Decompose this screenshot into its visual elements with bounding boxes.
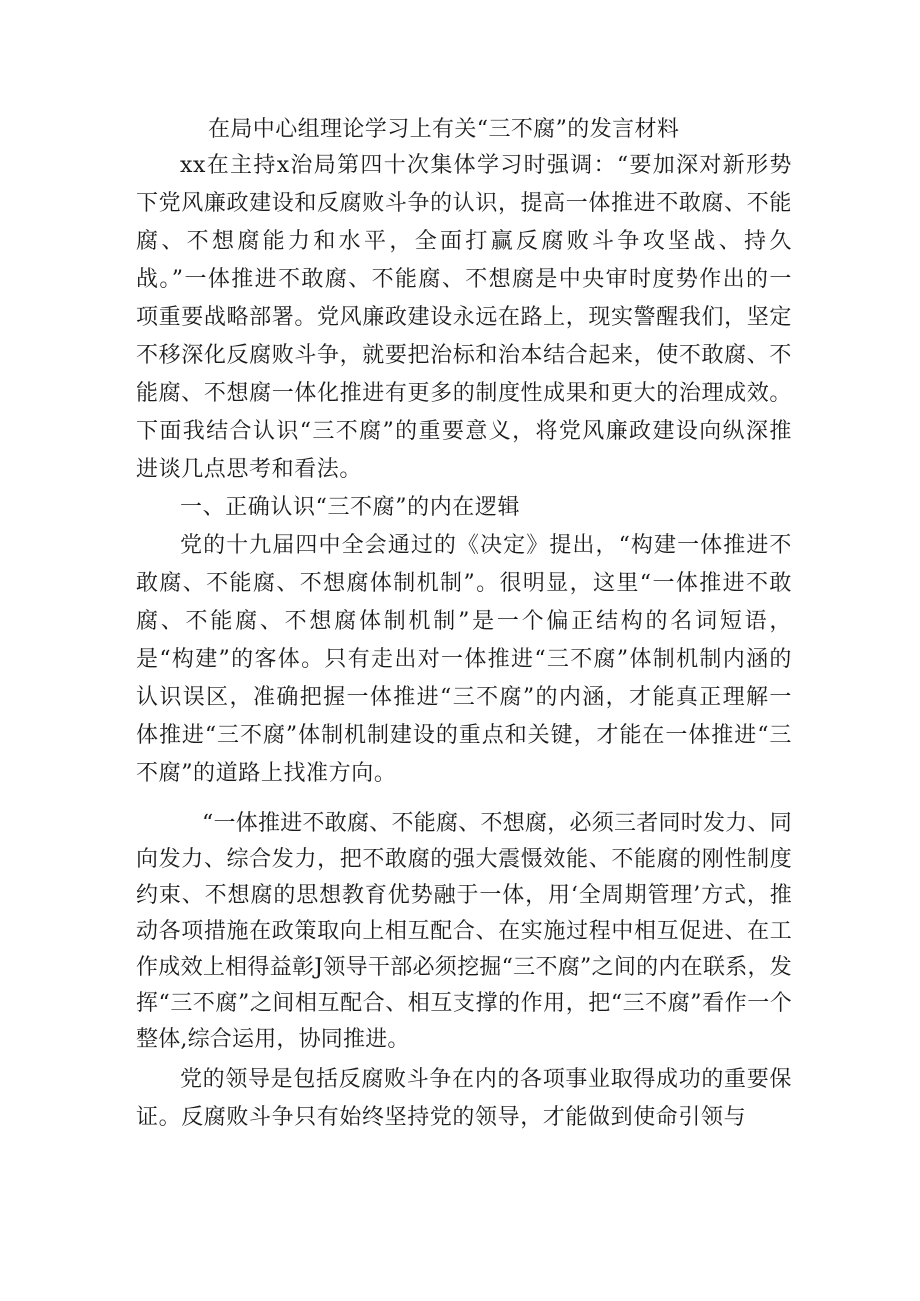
document-body: [136, 112, 792, 1137]
quote-paragraph: “一体推进不敢腐、不能腐、不想腐，必须三者同时发力、同向发力、综合发力，把不敢腐的强大震慑效能、不能腐的刚性制度约束、不想腐的思想教育优势融于一体，用‘全周期管理’方式，推动各项措施在政策取向上相互配合、在实施过程中相互促进、在工作成效上相得益彰J领导干部必须挖掘“三不腐”之间的内在联系，发挥“三不腐”之间相互配合、相互支撑的作用，把“三不腐”看作一个整体,综合运用，协同推进。: [136, 811, 792, 1052]
section-heading: 一、正确认识“三不腐”的内在逻辑: [180, 495, 521, 520]
body-paragraph: 党的十九届四中全会通过的《决定》提出，“构建一体推进不敢腐、不能腐、不想腐体制机制”。很明显，这里“一体推进不敢腐、不能腐、不想腐体制机制”是一个偏正结构的名词短语，是“构建”的客体。只有走出对一体推进“三不腐”体制机制内涵的认识误区，准确把握一体推进“三不腐”的内涵，才能真正理解一体推进“三不腐”体制机制建设的重点和关键，才能在一体推进“三不腐”的道路上找准方向。: [136, 533, 792, 786]
intro-paragraph: xx在主持x治局第四十次集体学习时强调：“要加深对新形势下党风廉政建设和反腐败斗争的认识，提高一体推进不敢腐、不能腐、不想腐能力和水平，全面打赢反腐败斗争攻坚战、持久战。”一体推进不敢腐、不能腐、不想腐是中央审时度势作出的一项重要战略部署。党风廉政建设永远在路上，现实警醒我们，坚定不移深化反腐败斗争，就要把治标和治本结合起来，使不敢腐、不能腐、不想腐一体化推进有更多的制度性成果和更大的治理成效。下面我结合认识“三不腐”的重要意义，将党风廉政建设向纵深推进谈几点思考和看法。: [136, 153, 792, 482]
body-paragraph-continued: 党的领导是包括反腐败斗争在内的各项事业取得成功的重要保证。反腐败斗争只有始终坚持党的领导，才能做到使命引领与: [136, 1067, 792, 1130]
document-title: 在局中心组理论学习上有关“三不腐”的发言材料: [208, 117, 680, 142]
